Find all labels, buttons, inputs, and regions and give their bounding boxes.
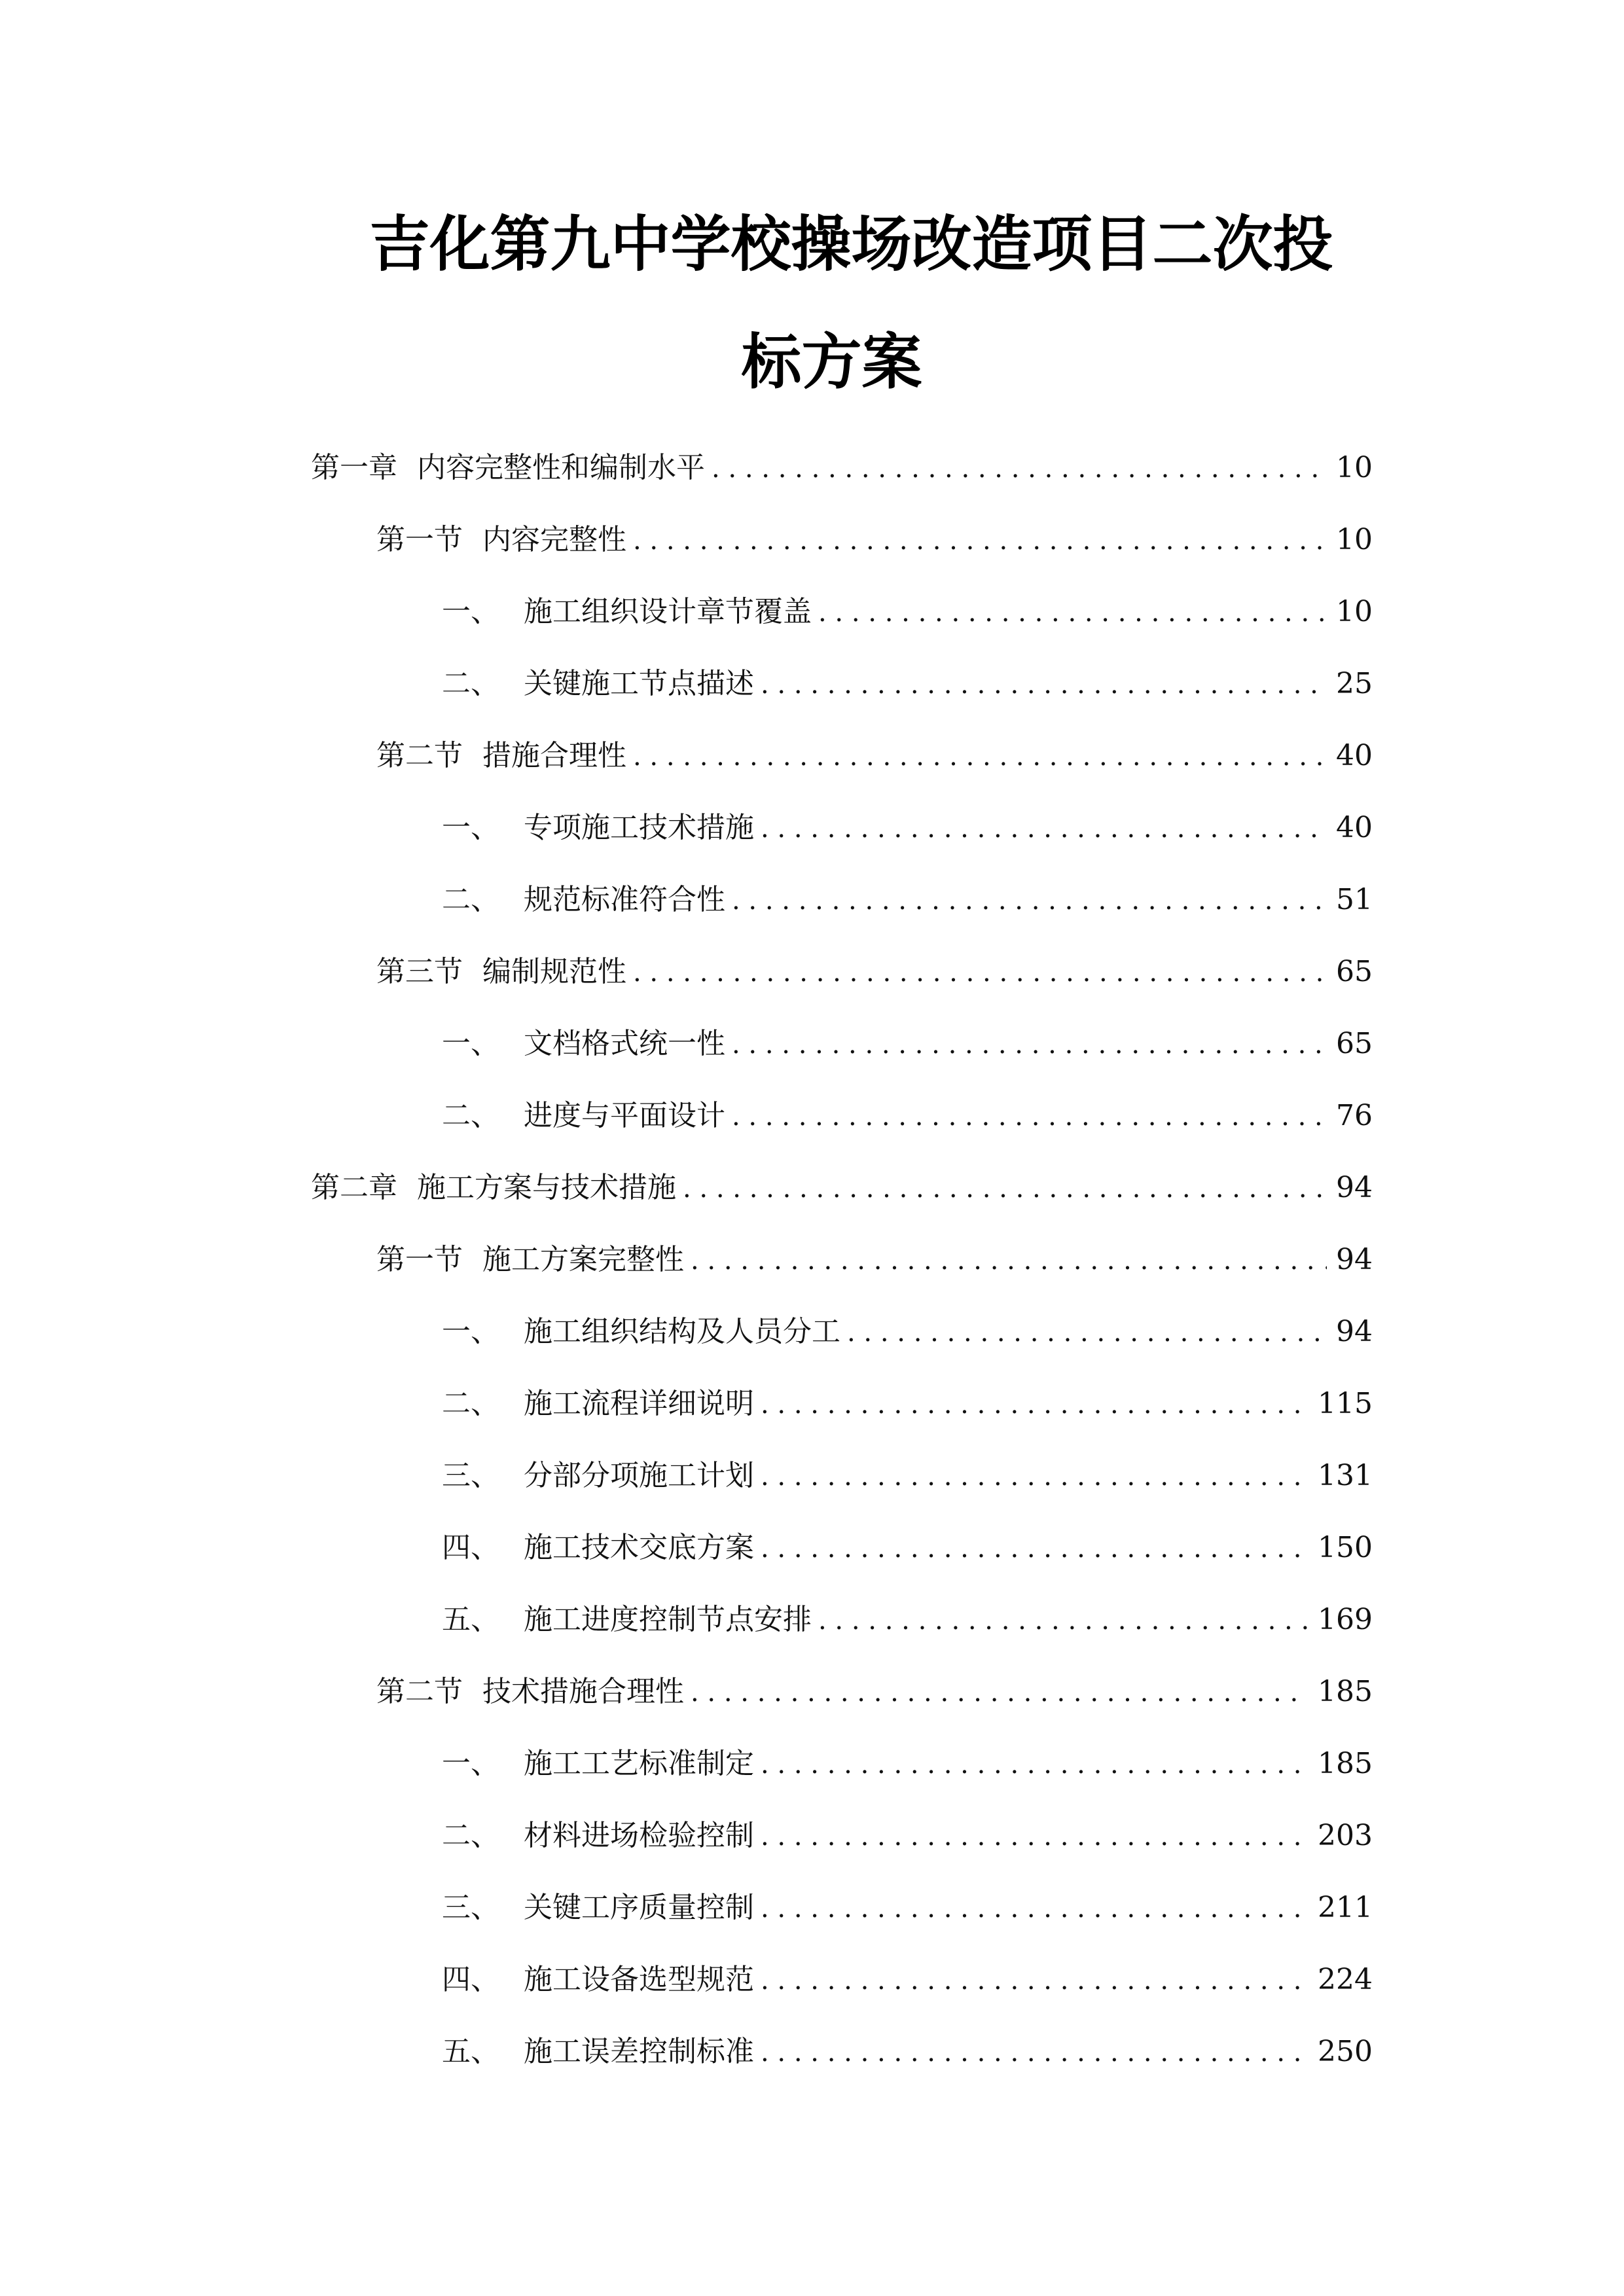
toc-dot-leader [761,1522,1308,1575]
toc-entry-number: 二、 [442,1819,499,1852]
toc-page-number: 10 [1336,451,1373,484]
toc-entry-number: 五、 [442,2035,499,2068]
toc-page-number: 65 [1336,955,1373,988]
toc-entry[interactable] [376,1666,1373,1718]
toc-entry-title: 内容完整性 [482,523,626,556]
toc-page-number: 40 [1336,739,1373,772]
toc-page-number: 25 [1336,667,1373,700]
toc-entry-title: 措施合理性 [482,739,626,772]
toc-entry-title: 技术措施合理性 [482,1675,684,1708]
toc-page-number: 94 [1336,1243,1373,1276]
toc-entry-title: 关键工序质量控制 [524,1891,754,1924]
document-title-line-1: 吉化第九中学校操场改造项目二次投 [369,209,1333,279]
toc-entry-number: 一、 [442,811,499,844]
toc-entry-number: 一、 [442,595,499,628]
toc-entry-title: 规范标准符合性 [524,883,725,916]
toc-page-number: 115 [1318,1387,1373,1420]
toc-page-number: 224 [1318,1963,1373,1996]
toc-entry-title: 施工误差控制标准 [524,2035,754,2068]
toc-dot-leader [732,1018,1327,1071]
toc-entry-number: 第一章 [311,451,397,484]
toc-entry-title: 材料进场检验控制 [524,1819,754,1852]
toc-page-number: 250 [1318,2035,1373,2068]
toc-entry[interactable] [442,1090,1373,1142]
toc-dot-leader [633,946,1327,999]
toc-entry-title: 施工设备选型规范 [524,1963,754,1996]
toc-entry[interactable] [442,1810,1373,1862]
toc-entry-number: 四、 [442,1531,499,1564]
toc-page-number: 10 [1336,595,1373,628]
toc-entry-title: 施工流程详细说明 [524,1387,754,1420]
toc-page-number: 51 [1336,883,1373,916]
toc-entry-number: 五、 [442,1603,499,1636]
toc-page-number: 76 [1336,1099,1373,1132]
toc-entry-number: 第二节 [376,739,463,772]
toc-entry[interactable] [442,874,1373,926]
toc-entry[interactable] [442,1378,1373,1430]
toc-entry[interactable] [442,586,1373,638]
toc-entry[interactable] [442,1450,1373,1502]
toc-dot-leader [691,1666,1308,1719]
toc-entry-number: 二、 [442,1099,499,1132]
toc-entry-number: 四、 [442,1963,499,1996]
toc-entry[interactable] [311,442,1373,494]
toc-entry-title: 编制规范性 [482,955,626,988]
toc-entry-title: 关键施工节点描述 [524,667,754,700]
toc-entry-number: 一、 [442,1027,499,1060]
toc-dot-leader [761,2026,1308,2079]
toc-dot-leader [683,1162,1327,1215]
toc-entry-number: 二、 [442,667,499,700]
toc-entry[interactable] [376,514,1373,566]
toc-entry-number: 三、 [442,1459,499,1492]
toc-entry[interactable] [442,1738,1373,1790]
toc-entry-title: 内容完整性和编制水平 [417,451,705,484]
toc-page-number: 131 [1318,1459,1373,1492]
toc-dot-leader [761,1954,1308,2007]
toc-entry[interactable] [442,802,1373,854]
toc-entry[interactable] [376,946,1373,998]
toc-entry[interactable] [442,1882,1373,1934]
toc-dot-leader [761,1450,1308,1503]
toc-entry-number: 二、 [442,1387,499,1420]
toc-entry[interactable] [376,1234,1373,1286]
toc-dot-leader [633,514,1327,567]
toc-dot-leader [732,874,1327,927]
toc-entry-number: 二、 [442,883,499,916]
document-title-line-2: 标方案 [741,327,922,397]
toc-entry-number: 第一节 [376,523,463,556]
toc-entry[interactable] [442,2026,1373,2078]
toc-dot-leader [691,1234,1327,1287]
toc-dot-leader [761,1378,1308,1431]
toc-entry-title: 分部分项施工计划 [524,1459,754,1492]
toc-entry-number: 第二章 [311,1171,397,1204]
toc-entry-number: 第二节 [376,1675,463,1708]
toc-entry[interactable] [442,1522,1373,1574]
toc-page-number: 65 [1336,1027,1373,1060]
toc-dot-leader [847,1306,1327,1359]
toc-dot-leader [712,442,1327,495]
toc-dot-leader [818,586,1327,639]
toc-entry-title: 施工方案与技术措施 [417,1171,676,1204]
toc-entry-number: 第三节 [376,955,463,988]
toc-entry[interactable] [442,1306,1373,1358]
toc-page-number: 10 [1336,523,1373,556]
toc-dot-leader [761,1738,1308,1791]
toc-dot-leader [732,1090,1327,1143]
toc-dot-leader [761,802,1327,855]
toc-page-number: 185 [1318,1675,1373,1708]
toc-entry-title: 专项施工技术措施 [524,811,754,844]
toc-entry[interactable] [376,730,1373,782]
toc-entry[interactable] [442,1954,1373,2006]
toc-page-number: 94 [1336,1315,1373,1348]
toc-entry[interactable] [442,1018,1373,1070]
toc-entry-title: 施工组织结构及人员分工 [524,1315,840,1348]
toc-entry-title: 施工组织设计章节覆盖 [524,595,812,628]
toc-page-number: 203 [1318,1819,1373,1852]
toc-entry-title: 施工进度控制节点安排 [524,1603,812,1636]
toc-page-number: 150 [1318,1531,1373,1564]
toc-entry-title: 施工技术交底方案 [524,1531,754,1564]
toc-dot-leader [761,1882,1308,1935]
toc-entry-title: 进度与平面设计 [524,1099,725,1132]
toc-entry-title: 文档格式统一性 [524,1027,725,1060]
toc-dot-leader [633,730,1327,783]
toc-entry[interactable] [311,1162,1373,1214]
toc-dot-leader [761,658,1327,711]
toc-entry[interactable] [442,1594,1373,1646]
toc-entry-title: 施工工艺标准制定 [524,1747,754,1780]
toc-entry-number: 第一节 [376,1243,463,1276]
toc-page-number: 169 [1318,1603,1373,1636]
toc-entry-number: 一、 [442,1315,499,1348]
toc-page-number: 185 [1318,1747,1373,1780]
toc-entry[interactable] [442,658,1373,710]
toc-entry-number: 三、 [442,1891,499,1924]
toc-dot-leader [818,1594,1308,1647]
toc-page-number: 94 [1336,1171,1373,1204]
toc-entry-number: 一、 [442,1747,499,1780]
toc-entry-title: 施工方案完整性 [482,1243,684,1276]
toc-page-number: 40 [1336,811,1373,844]
toc-page-number: 211 [1318,1891,1373,1924]
toc-dot-leader [761,1810,1308,1863]
